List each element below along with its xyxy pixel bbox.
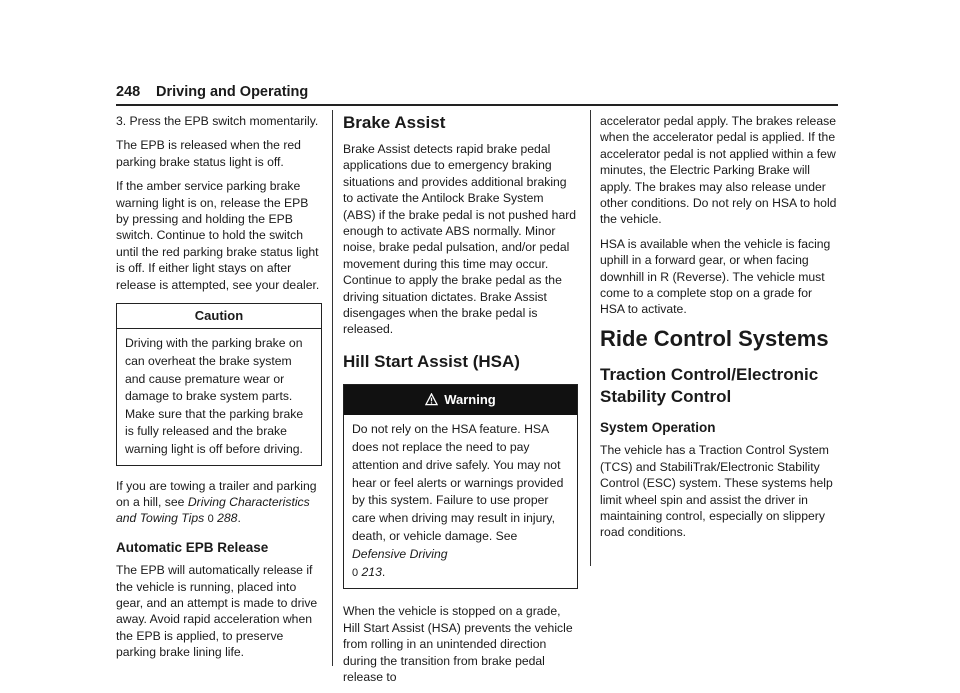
column-divider bbox=[590, 110, 591, 566]
text: If you are towing a trailer and parking on a hill, see bbox=[116, 478, 317, 510]
paragraph: When the vehicle is stopped on a grade, Hill Start Assist (HSA) prevents the vehicle from rolling in an unintended direction during the transition from brake pedal release to bbox=[343, 604, 573, 685]
page-ref: 288 bbox=[213, 511, 238, 526]
paragraph: If the amber service parking brake warning light is on, release the EPB by pressing and holding the EPB switch. Continue to hold the switch until the red parking brake status light is off. If either light stays on after release is attempted, see your dealer. bbox=[116, 179, 320, 292]
warning-title bbox=[344, 385, 577, 415]
paragraph: accelerator pedal apply. The brakes release when the accelerator pedal is applied. If the accelerator pedal is not applied within a few minutes, the Electric Parking Brake will apply. The brakes may also release under other conditions. Do not rely on HSA to hold the vehicle. bbox=[600, 114, 837, 227]
column-middle bbox=[343, 113, 578, 693]
column-divider bbox=[332, 110, 333, 666]
heading-hill-start-assist: Hill Start Assist (HSA) bbox=[343, 351, 520, 371]
cross-reference-link[interactable]: Driving Characteristics and Towing Tips bbox=[116, 495, 310, 526]
warning-body bbox=[344, 415, 577, 588]
text: . bbox=[381, 564, 386, 579]
heading-ride-control-systems: Ride Control Systems bbox=[600, 325, 829, 351]
page-number: 248 bbox=[116, 84, 141, 100]
column-left bbox=[116, 113, 322, 669]
paragraph bbox=[116, 478, 322, 528]
page-ref-arrow: 0 bbox=[207, 513, 214, 526]
heading-traction-control: Traction Control/Electronic Stability Control bbox=[600, 364, 819, 406]
warning-icon bbox=[425, 393, 438, 406]
paragraph: The EPB will automatically release if the vehicle is running, placed into gear, and an attempt is made to drive away. Avoid rapid acceleration when the EPB is applied, to preserve parking brake lining life. bbox=[116, 563, 318, 660]
paragraph: Brake Assist detects rapid brake pedal applications due to emergency braking situations and provides additional braking to activate the Antilock Brake System (ABS) if the brake pedal is not pushed hard enough to activate ABS normally. Minor noise, brake pedal pulsation, and/or pedal movement during this time may occur. Continue to apply the brake pedal as the driving situation dictates. Brake Assist disengages when the brake pedal is released. bbox=[343, 142, 577, 337]
cross-reference-link[interactable]: Defensive Driving bbox=[352, 546, 448, 561]
column-right bbox=[600, 113, 838, 549]
page-ref-arrow: 0 bbox=[352, 566, 359, 579]
caution-title: Caution bbox=[117, 304, 321, 329]
warning-label: Warning bbox=[444, 391, 496, 407]
caution-box bbox=[116, 303, 322, 466]
paragraph: HSA is available when the vehicle is facing uphill in a forward gear, or when facing downhill in R (Reverse). The vehicle must come to a complete stop on a grade for HSA to activate. bbox=[600, 236, 831, 317]
page-header bbox=[116, 82, 838, 106]
text: . bbox=[237, 511, 241, 526]
heading-automatic-epb-release: Automatic EPB Release bbox=[116, 539, 269, 555]
heading-system-operation: System Operation bbox=[600, 419, 716, 435]
paragraph: The vehicle has a Traction Control System (TCS) and StabiliTrak/Electronic Stability Control (ESC) system. These systems help limit wheel spin and assist the driver in maintaining control, especially on slippery road conditions. bbox=[600, 443, 833, 540]
section-title: Driving and Operating bbox=[156, 84, 309, 100]
paragraph: The EPB is released when the red parking brake status light is off. bbox=[116, 138, 301, 169]
heading-brake-assist: Brake Assist bbox=[343, 113, 446, 132]
caution-body: Driving with the parking brake on can overheat the brake system and cause premature wear or damage to brake system parts. Make sure that the parking brake is fully released and the brake warning light is off before driving. bbox=[125, 336, 304, 457]
warning-box bbox=[343, 384, 578, 590]
step-3: 3. Press the EPB switch momentarily. bbox=[116, 114, 319, 128]
page-ref: 213 bbox=[358, 564, 382, 579]
text: Do not rely on the HSA feature. HSA does not replace the need to pay attention and drive safely. You may not hear or feel alerts or warnings provided by this system. Failure to use proper care when driving may result in injury, death, or vehicle damage. See bbox=[352, 422, 564, 544]
